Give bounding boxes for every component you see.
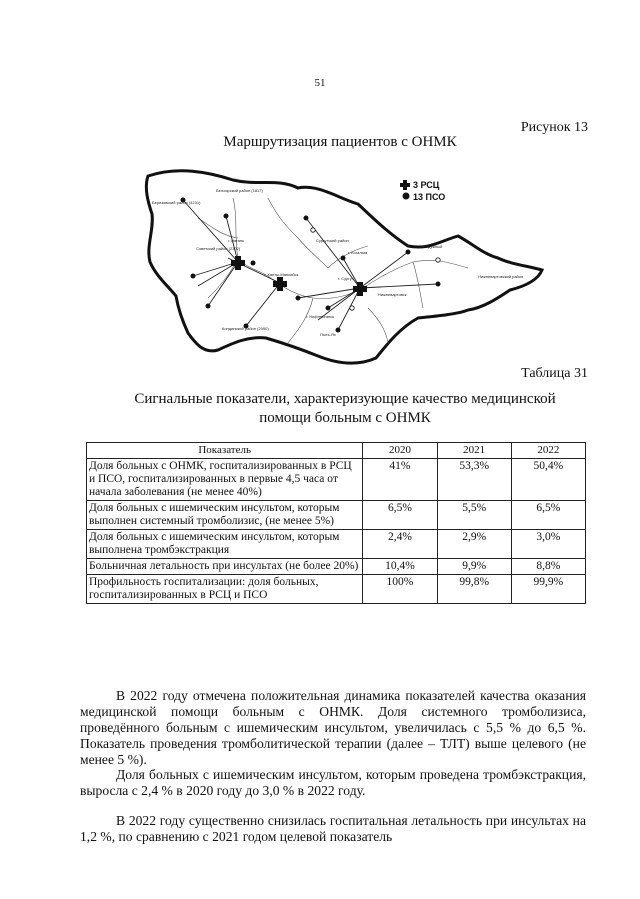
table-title bbox=[110, 390, 580, 428]
header-2022: 2022 bbox=[511, 443, 585, 459]
map-label-kondinsky: Кондинский район (2990) bbox=[222, 326, 269, 331]
pso-markers bbox=[181, 198, 441, 333]
cell-value: 53,3% bbox=[437, 459, 511, 501]
cell-value: 99,8% bbox=[437, 575, 511, 604]
row-label: Больничная летальность при инсультах (не более 20%) bbox=[87, 559, 363, 575]
cell-value: 8,8% bbox=[511, 559, 585, 575]
table-row bbox=[87, 501, 586, 530]
row-label: Доля больных с ОНМК, госпитализированных в РСЦ и ПСО, госпитализированных в первые 4,5 часа от начала заболевания (не менее 40%) bbox=[87, 459, 363, 501]
map-label-pyt-yakh: Пыть-Ях bbox=[320, 332, 336, 337]
header-2020: 2020 bbox=[363, 443, 437, 459]
figure-label: Рисунок 13 bbox=[520, 120, 588, 135]
cell-value: 99,9% bbox=[511, 575, 585, 604]
header-2021: 2021 bbox=[437, 443, 511, 459]
page-number: 51 bbox=[314, 77, 326, 89]
cell-value: 2,9% bbox=[437, 530, 511, 559]
legend-pso: 13 ПСО bbox=[413, 192, 446, 202]
legend-rsc: 3 РСЦ bbox=[413, 180, 440, 190]
quality-indicators-table bbox=[86, 442, 586, 604]
map-label-surgut-district: Сургутский район bbox=[316, 238, 349, 243]
map-label-kogalym: г. Когалым bbox=[348, 250, 368, 255]
table-row bbox=[87, 459, 586, 501]
map-label-beloyarsky: Белоярский район (1817) bbox=[216, 188, 263, 193]
row-label: Профильность госпитализации: доля больных, госпитализированных в РСЦ и ПСО bbox=[87, 575, 363, 604]
map-legend bbox=[400, 180, 445, 202]
cell-value: 100% bbox=[363, 575, 437, 604]
routing-lines bbox=[183, 200, 438, 330]
map-labels bbox=[152, 188, 523, 337]
row-label: Доля больных с ишемическим инсультом, которым выполнена тромбэкстракция bbox=[87, 530, 363, 559]
paragraph-quality-dynamics: В 2022 году отмечена положительная динамика показателей качества оказания медицинской помощи больным с ОНМК. Доля системного тромболизиса, проведённого больным с ишемическим инсультом, увеличилась с 5,5 % до 6,5 %. Показатель проведения тромболитической терапии (далее – ТЛТ) выше целевого (не менее 5 %). bbox=[80, 688, 586, 767]
paragraph-thrombectomy: Доля больных с ишемическим инсультом, которым проведена тромбэкстракция, выросла с 2,4 % в 2020 году до 3,0 % в 2022 году. bbox=[80, 767, 586, 798]
routing-map bbox=[138, 158, 548, 378]
map-label-khanty-mansiysk: г. Ханты-Мансийск bbox=[264, 272, 299, 277]
table-label: Таблица 31 bbox=[521, 366, 588, 381]
map-label-surgut: г. Сургут bbox=[338, 276, 354, 281]
map-label-nizhnevartovsk: Нижневартовск bbox=[378, 292, 407, 297]
map-label-berezovsky: Березовский район (4231) bbox=[152, 200, 201, 205]
district-borders bbox=[198, 198, 468, 343]
paragraph-mortality: В 2022 году существенно снизилась госпитальная летальность при инсультах на 1,2 %, по сравнению с 2021 годом целевой показатель bbox=[80, 813, 586, 844]
region-map-svg bbox=[138, 158, 548, 378]
cell-value: 6,5% bbox=[511, 501, 585, 530]
cell-value: 6,5% bbox=[363, 501, 437, 530]
table-title-line-1: Сигнальные показатели, характеризующие качество медицинской bbox=[134, 391, 556, 407]
cell-value: 5,5% bbox=[437, 501, 511, 530]
table-row bbox=[87, 530, 586, 559]
cell-value: 2,4% bbox=[363, 530, 437, 559]
cell-value: 50,4% bbox=[511, 459, 585, 501]
map-label-raduzhny: г. Радужный bbox=[420, 244, 443, 249]
figure-title: Маршрутизация пациентов с ОНМК bbox=[223, 134, 457, 150]
map-label-nizhnevartovsky-district: Нижневартовский район bbox=[478, 274, 524, 279]
cell-value: 41% bbox=[363, 459, 437, 501]
map-label-nyagan: г. Нягань bbox=[228, 238, 245, 243]
table-row bbox=[87, 575, 586, 604]
map-label-sovetsky: Советский район (2302) bbox=[196, 246, 241, 251]
table-title-line-2: помощи больным с ОНМК bbox=[259, 410, 431, 426]
header-indicator: Показатель bbox=[87, 443, 363, 459]
map-label-nefteyugansk: г. Нефтеюганск bbox=[306, 314, 335, 319]
cell-value: 9,9% bbox=[437, 559, 511, 575]
cell-value: 3,0% bbox=[511, 530, 585, 559]
cell-value: 10,4% bbox=[363, 559, 437, 575]
row-label: Доля больных с ишемическим инсультом, которым выполнен системный тромболизис, (не менее 5%) bbox=[87, 501, 363, 530]
table-row bbox=[87, 559, 586, 575]
table-header-row bbox=[87, 443, 586, 459]
